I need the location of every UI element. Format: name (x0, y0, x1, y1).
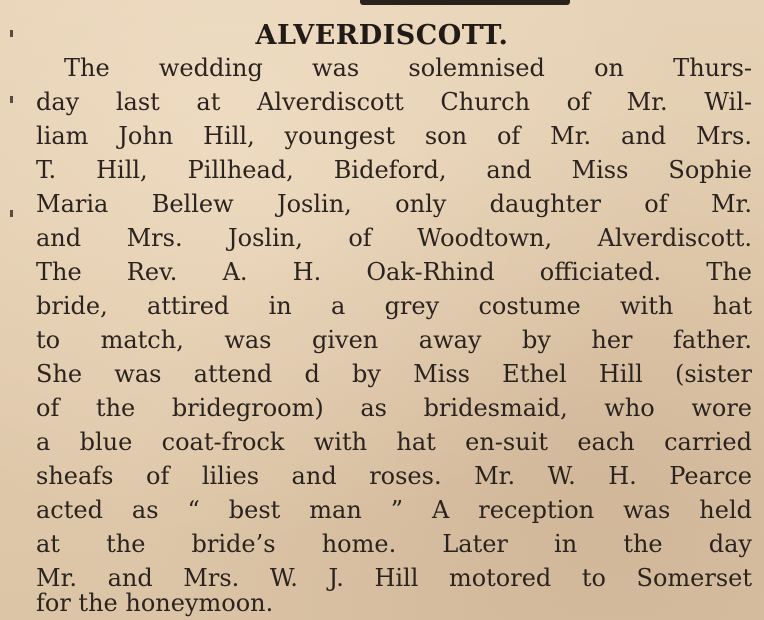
article-line: Mr. and Mrs. W. J. Hill motored to Somerset (36, 564, 752, 592)
article-line: She was attend d by Miss Ethel Hill (sister (36, 360, 752, 388)
article-line: liam John Hill, youngest son of Mr. and Mrs. (36, 122, 752, 150)
article-line: a blue coat-frock with hat en-suit each carried (36, 428, 752, 456)
article-line: bride, attired in a grey costume with hat (36, 292, 752, 320)
article-line: T. Hill, Pillhead, Bideford, and Miss Sophie (36, 156, 752, 184)
article-line: day last at Alverdiscott Church of Mr. Wil- (36, 88, 752, 116)
article-line: and Mrs. Joslin, of Woodtown, Alverdiscott. (36, 224, 752, 252)
article-line: to match, was given away by her father. (36, 326, 752, 354)
article-line: acted as “ best man ” A reception was held (36, 496, 752, 524)
article-line: Maria Bellew Joslin, only daughter of Mr. (36, 190, 752, 218)
article-headline: ALVERDISCOTT. (255, 20, 509, 51)
article-line: The Rev. A. H. Oak-Rhind officiated. The (36, 258, 752, 286)
article-line: of the bridegroom) as bridesmaid, who wore (36, 394, 752, 422)
article-line: sheafs of lilies and roses. Mr. W. H. Pearce (36, 462, 752, 490)
article-line: for the honeymoon. (36, 589, 274, 617)
article-line: The wedding was solemnised on Thurs- (64, 54, 752, 82)
article-line: at the bride’s home. Later in the day (36, 530, 752, 558)
